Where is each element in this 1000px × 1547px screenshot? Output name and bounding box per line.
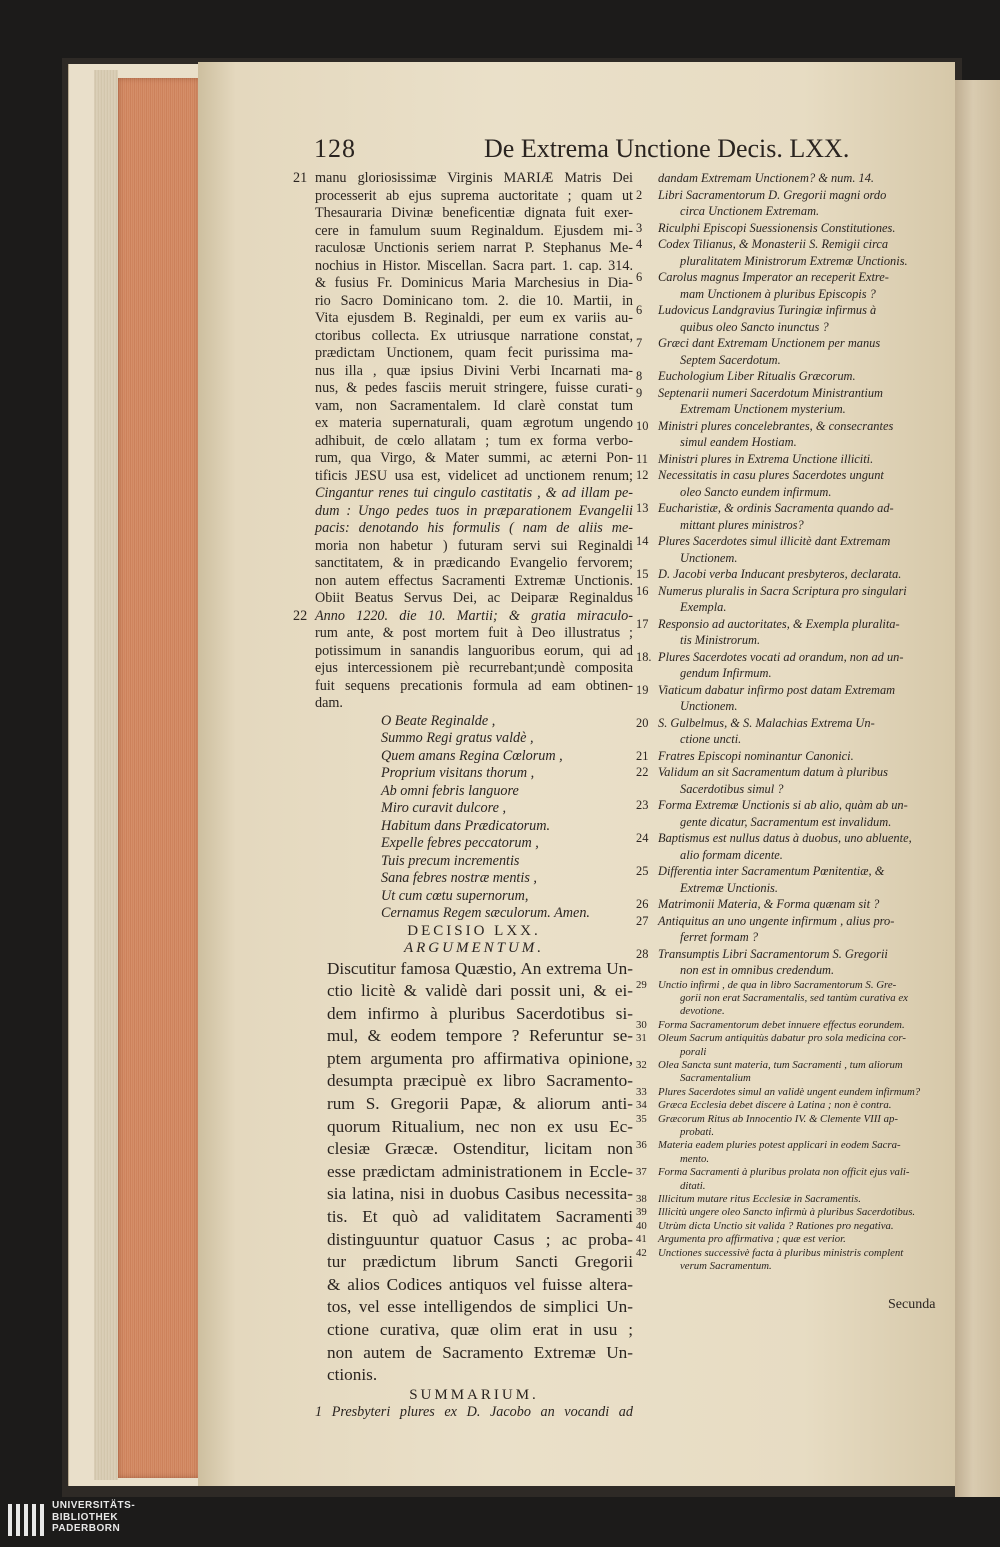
summary-item [638, 797, 938, 830]
item-text: Eucharistiæ, & ordinis Sacramenta quando ad- [658, 501, 894, 515]
summary-item [638, 368, 938, 385]
item-text: Validum an sit Sacramentum datum à pluribus [658, 765, 888, 779]
text-line: Vita ejusdem B. Reginaldi, per eum ex variis au- [315, 310, 633, 326]
text-line: adhibuit, de cœlo allatam ; tum ex forma verbo- [315, 432, 633, 449]
argument-line: tos, vel esse intelligendos de simplici Un- [327, 1297, 633, 1317]
marginal-number-row [293, 170, 633, 188]
item-text: S. Gulbelmus, & S. Malachias Extrema Un- [658, 715, 875, 730]
summary-item [638, 1032, 938, 1059]
item-text: Unctiones successivè facta à pluribus ministris complent [658, 1246, 904, 1259]
summary-item [638, 616, 938, 649]
item-number: 35 [636, 1112, 647, 1125]
text-line: Obiit Beatus Servus Dei, ac Deiparæ Reginaldus [315, 590, 633, 606]
item-text: Ministri plures in Extrema Unctione illiciti. [658, 451, 874, 466]
item-text: Sacerdotibus simul ? [680, 781, 784, 796]
item-text: Extremam Unctionem mysterium. [680, 402, 846, 416]
text-line: vam, non Sacramentalem. Id clarè constat tum [315, 397, 633, 414]
footer-bar [0, 1497, 1000, 1547]
text-line: ctoribus collecta. Ex utriusque narratione constat, [315, 327, 633, 344]
text-line: nus, & pedes fasciis meruit stringere, fuisse curati- [315, 380, 633, 396]
item-text: dandam Extremam Unctionem? & num. 14. [658, 171, 875, 185]
item-text: Oleum Sacrum antiquitùs dabatur pro sola medicina cor- [658, 1032, 906, 1045]
item-text: gorii non erat Sacramentalis, sed tantùm curativa ex [680, 991, 908, 1004]
library-line-1: UNIVERSITÄTS- [52, 1500, 136, 1511]
item-number: 4 [636, 237, 643, 251]
text-line: non autem effectus Sacramenti Extremæ Unctionis. [315, 572, 633, 589]
item-number: 32 [636, 1058, 647, 1071]
item-number: 21 [636, 748, 649, 763]
item-text: Forma Extremæ Unctionis si ab alio, quàm ab un- [658, 798, 908, 812]
poem-line: Ut cum cœtu supernorum, [381, 887, 529, 904]
item-number: 30 [636, 1018, 647, 1031]
item-text: Plures Sacerdotes simul an validè ungent eundem infirmum? [658, 1085, 921, 1098]
item-text: Euchologium Liber Ritualis Græcorum. [658, 369, 856, 383]
item-number: 12 [636, 468, 649, 482]
summary-item [638, 385, 938, 418]
marginal-number: 22 [293, 607, 308, 624]
item-text: probati. [680, 1125, 715, 1138]
summary-item [638, 1233, 938, 1246]
item-text: Libri Sacramentorum D. Gregorii magni ordo [658, 187, 887, 202]
item-text: Septenarii numeri Sacerdotum Ministrantium [658, 385, 883, 400]
summary-list-small [638, 979, 938, 1274]
summary-item [638, 1139, 938, 1166]
summarium-heading: SUMMARIUM. [409, 1386, 539, 1403]
text-line: dum : Ungo pedes tuos in præparationem Evangelii [315, 502, 633, 519]
catchword: Secunda [888, 1297, 936, 1312]
item-text: Fratres Episcopi nominantur Canonici. [658, 748, 854, 763]
argument-line: desumpta præcipuè ex libro Sacramento- [327, 1071, 633, 1091]
item-text: Differentia inter Sacramentum Pœnitentiæ, & [658, 864, 885, 878]
item-text: pluralitatem Ministrorum Extremæ Unctionis. [680, 253, 908, 268]
summary-item [638, 649, 938, 682]
item-text: ctione uncti. [680, 732, 742, 746]
item-number: 29 [636, 978, 647, 991]
item-text: Baptismus est nullus datus à duobus, uno abluente, [658, 831, 912, 845]
poem-line: Miro curavit dulcore , [381, 800, 507, 816]
page-number: 128 [314, 134, 356, 163]
poem-line: O Beate Reginalde , [381, 712, 496, 729]
summary-item [638, 170, 938, 187]
argument-line: tis. Et quò ad validitatem Sacramenti [327, 1207, 633, 1227]
argument-line: ctionis. [327, 1365, 378, 1385]
item-text: D. Jacobi verba Inducant presbyteros, declarata. [658, 567, 902, 581]
item-text: mento. [680, 1152, 710, 1165]
summary-item [638, 335, 938, 368]
summary-item [638, 830, 938, 863]
item-text: Unctionem. [680, 550, 738, 565]
item-text: Riculphi Episcopi Suessionensis Constitutiones. [658, 220, 896, 235]
text-line: fuit sequens precationis formula ad eam obtinen- [315, 677, 633, 694]
item-text: gendum Infirmum. [680, 666, 772, 680]
right-column [638, 170, 938, 1273]
item-text: Numerus pluralis in Sacra Scriptura pro singulari [658, 583, 907, 598]
poem-line: Habitum dans Prædicatorum. [381, 817, 551, 834]
poem-line: Summo Regi gratus valdè , [381, 730, 534, 746]
item-text: porali [680, 1045, 707, 1058]
item-text: Viaticum dabatur infirmo post datam Extremam [658, 682, 896, 697]
item-number: 3 [636, 220, 643, 235]
item-number: 41 [636, 1233, 647, 1246]
item-number: 37 [636, 1166, 647, 1179]
text-line: rum, qua Virgo, & Mater summi, ac æterni Pon- [315, 450, 633, 466]
text-line: potissimum in sanandis languoribus eorum, qui ad [315, 642, 633, 659]
body-text [293, 170, 633, 713]
item-text: ditati. [680, 1179, 706, 1192]
text-line: tificis JESU usa est, videlicet ad unctionem renum; [315, 467, 633, 484]
summary-item [638, 1099, 938, 1112]
summary-item [638, 946, 938, 979]
poem-line: Proprium visitans thorum , [381, 765, 535, 781]
item-text: Illicitù ungere oleo Sancto infirmù à pluribus Sacerdotibus. [658, 1206, 916, 1219]
item-number: 7 [636, 336, 643, 350]
item-number: 18. [636, 649, 652, 664]
text-line: ex materia supernaturali, quam ægrotum ungendo [315, 415, 633, 431]
item-text: Septem Sacerdotum. [680, 352, 781, 367]
item-number: 14 [636, 534, 649, 548]
summary-item [638, 1206, 938, 1219]
item-text: tis Ministrorum. [680, 633, 761, 647]
poem-line: Sana febres nostræ mentis , [381, 870, 537, 886]
item-text: Plures Sacerdotes vocati ad orandum, non ad un- [658, 649, 904, 664]
poem-line: Cernamus Regem sæculorum. Amen. [381, 905, 590, 921]
prayer-poem [315, 713, 633, 923]
library-logo-icon [6, 1500, 46, 1540]
argument-line: quorum Ritualium, nec non ex usu Ec- [327, 1116, 633, 1136]
item-number: 26 [636, 897, 649, 911]
item-text: Plures Sacerdotes simul illicitè dant Extremam [658, 534, 891, 548]
summary-list [638, 170, 938, 979]
argument-line: esse prædictam administrationem in Eccle- [327, 1161, 633, 1181]
item-text: Græci dant Extremam Unctionem per manus [658, 336, 881, 350]
argument-line: distinguuntur quatuor Casus ; ac proba- [327, 1229, 633, 1249]
item-text: alio formam dicente. [680, 847, 783, 862]
argument-line: dem infirmo à pluribus Sacerdotibus si- [327, 1003, 633, 1023]
argument-line: rum S. Gregorii Papæ, & aliorum anti- [327, 1094, 633, 1114]
summary-item-1: 1 Presbyteri plures ex D. Jacobo an vocandi ad [315, 1404, 633, 1421]
item-number: 39 [636, 1206, 647, 1219]
item-text: mam Unctionem à pluribus Episcopis ? [680, 286, 876, 301]
argument-line: mul, & eodem tempore ? Referuntur se- [327, 1026, 633, 1046]
summary-item [638, 302, 938, 335]
item-number: 31 [636, 1032, 647, 1045]
argument-line: clesiæ Græcæ. Ostenditur, licitam non [327, 1139, 633, 1159]
item-text: Illicitum mutare ritus Ecclesiæ in Sacramentis. [658, 1193, 861, 1205]
library-line-2: BIBLIOTHEK [52, 1511, 119, 1523]
item-number: 28 [636, 946, 649, 961]
argument-line: ctione curativa, quæ olim erat in usu ; [327, 1320, 633, 1339]
text-line: processerit ab ejus suprema auctoritate ; quam ut [315, 187, 633, 204]
summary-item [638, 748, 938, 765]
summary-item [638, 979, 938, 1019]
summary-item [638, 187, 938, 220]
item-number: 25 [636, 864, 649, 878]
item-text: Necessitatis in casu plures Sacerdotes ungunt [658, 468, 884, 482]
text-line: raculosæ Unctionis seriem narrat P. Stephanus Me- [315, 240, 633, 256]
item-number: 17 [636, 616, 649, 631]
decisio-heading: DECISIO LXX. [407, 922, 541, 939]
item-text: devotione. [680, 1005, 725, 1018]
summary-item [638, 500, 938, 533]
summary-item [638, 418, 938, 451]
item-text: Unctio infirmi , de qua in libro Sacramentorum S. Gre- [658, 978, 897, 991]
item-text: non est in omnibus credendum. [680, 963, 835, 977]
summary-item [638, 533, 938, 566]
item-text: Ministri plures concelebrantes, & consecrantes [658, 418, 894, 433]
summary-item [638, 1113, 938, 1140]
item-text: Carolus magnus Imperator an receperit Extre- [658, 270, 889, 284]
item-number: 23 [636, 798, 649, 812]
argument-line: ctio licitè & validè dari possit uni, & ei- [327, 981, 633, 1001]
argument-line: Discutitur famosa Quæstio, An extrema Un- [327, 958, 633, 978]
item-text: Codex Tilianus, & Monasterii S. Remigii circa [658, 237, 889, 251]
summary-item [638, 715, 938, 748]
text-line: Anno 1220. die 10. Martii; & gratia miraculo- [315, 607, 633, 624]
red-page-edges [118, 78, 200, 1478]
text-line: nochius in Histor. Miscellan. Sacra part. 1. cap. 314. [315, 257, 633, 274]
item-text: Græcorum Ritus ab Innocentio IV. & Clemente VIII ap- [658, 1112, 898, 1125]
item-text: mittant plures ministros? [680, 517, 804, 532]
argument-line: non autem de Sacramento Extremæ Un- [327, 1342, 633, 1362]
item-text: Unctionem. [680, 699, 738, 713]
item-text: quibus oleo Sancto inunctus ? [680, 319, 829, 334]
item-text: Græca Ecclesia debet discere à Latina ; non è contra. [658, 1099, 892, 1112]
item-number: 16 [636, 583, 649, 598]
item-text: Responsio ad auctoritates, & Exempla pluralita- [658, 616, 900, 631]
item-text: Materia eadem pluries potest applicari in eodem Sacra- [658, 1139, 901, 1152]
item-number: 40 [636, 1219, 647, 1232]
summary-item [638, 863, 938, 896]
poem-line: Quem amans Regina Cœlorum , [381, 747, 563, 764]
text-line: rum ante, & post mortem fuit à Deo illustratus ; [315, 625, 633, 641]
poem-line: Expelle febres peccatorum , [381, 835, 539, 851]
item-text: Antiquitus an uno ungente infirmum , alius pro- [658, 913, 895, 928]
item-text: verum Sacramentum. [680, 1260, 772, 1273]
item-number: 10 [636, 418, 649, 433]
item-text: circa Unctionem Extremam. [680, 204, 820, 218]
summary-item [638, 269, 938, 302]
library-line-3: PADERBORN [52, 1523, 121, 1534]
item-text: Transumptis Libri Sacramentorum S. Gregorii [658, 946, 888, 961]
item-text: ferret formam ? [680, 930, 759, 944]
text-line: Cingantur renes tui cingulo castitatis , & ad illam pe- [315, 485, 633, 501]
item-number: 27 [636, 913, 649, 928]
summary-item [638, 451, 938, 468]
item-number: 13 [636, 501, 649, 515]
summary-item [638, 764, 938, 797]
summary-item [638, 1220, 938, 1233]
item-number: 38 [636, 1193, 647, 1205]
item-number: 42 [636, 1246, 647, 1259]
summary-item [638, 1019, 938, 1032]
summary-item [638, 583, 938, 616]
text-line: & fusius Fr. Dominicus Maria Marchesius in Dia- [315, 275, 633, 291]
item-number: 6 [636, 270, 643, 284]
item-number: 22 [636, 765, 649, 779]
argument-text [327, 958, 633, 1387]
argument-line: sia latina, nisi in duobus Casibus necessita- [327, 1184, 633, 1204]
library-name [52, 1500, 135, 1535]
summary-item [638, 1059, 938, 1086]
summary-item [638, 682, 938, 715]
page-stack-left [94, 70, 118, 1480]
argument-line: ptem argumenta pro affirmativa opinione, [327, 1048, 633, 1068]
item-text: Sacramentalium [680, 1072, 751, 1085]
item-number: 20 [636, 715, 649, 730]
summary-item [638, 913, 938, 946]
summary-item [638, 1247, 938, 1274]
item-text: Matrimonii Materia, & Forma quænam sit ? [658, 897, 880, 911]
page-title: De Extrema Unctione Decis. LXX. [484, 134, 850, 163]
poem-line: Tuis precum incrementis [381, 852, 520, 869]
item-text: simul eandem Hostiam. [680, 435, 797, 449]
summary-item [638, 236, 938, 269]
argument-line: & alios Codices antiquos vel fuisse altera- [327, 1274, 633, 1294]
item-number: 8 [636, 369, 643, 383]
item-number: 34 [636, 1099, 647, 1112]
summary-item [638, 566, 938, 583]
item-text: Forma Sacramentorum debet innuere effectus eorundem. [658, 1018, 905, 1031]
text-line: dam. [315, 695, 343, 711]
text-line: manu gloriosissimæ Virginis MARIÆ Matris Dei [315, 170, 633, 186]
item-text: Extremæ Unctionis. [680, 880, 778, 895]
text-line: moria non habetur ) futuram servi sui Reginaldi [315, 537, 633, 554]
summary-item [638, 896, 938, 913]
item-text: gente dicatur, Sacramentum est invalidum. [680, 814, 892, 829]
item-number: 33 [636, 1085, 647, 1098]
item-text: Olea Sancta sunt materia, tum Sacramenti , tum aliorum [658, 1058, 903, 1071]
item-number: 6 [636, 303, 643, 317]
text-line: prædictam Unctionem, quam fecit purissima ma- [315, 345, 633, 361]
text-line: ejus intercessionem piè recurrebant;undè composita [315, 660, 633, 676]
summary-item [638, 1086, 938, 1099]
text-line: nus illa , quæ ipsius Divini Verbi Incarnati ma- [315, 362, 633, 379]
text-line: sanctitatem, & in prædicando Evangelio fervorem; [315, 555, 633, 571]
summary-item [638, 1166, 938, 1193]
poem-line: Ab omni febris languore [381, 782, 519, 799]
summary-item [638, 220, 938, 237]
next-page-edge [955, 80, 1000, 1500]
item-number: 15 [636, 567, 649, 581]
item-number: 19 [636, 682, 649, 697]
summary-item [638, 467, 938, 500]
text-line: cere in famulum suum Reginaldum. Ejusdem mi- [315, 222, 633, 239]
text-line: pacis: denotando his formulis ( nam de aliis me- [315, 520, 633, 536]
item-text: Exempla. [680, 600, 727, 614]
argumentum-heading: ARGUMENTUM. [403, 940, 545, 956]
item-text: oleo Sancto eundem infirmum. [680, 484, 832, 499]
item-text: Forma Sacramenti à pluribus prolata non officit ejus vali- [658, 1166, 910, 1179]
summary-item [638, 1193, 938, 1206]
text-line: Thesauraria Divinæ beneficentiæ dignata fuit exer- [315, 205, 633, 221]
marginal-number: 21 [293, 170, 308, 186]
item-number: 24 [636, 831, 649, 845]
marginal-number-row [293, 607, 633, 626]
item-number: 36 [636, 1139, 647, 1152]
item-text: Ludovicus Landgravius Turingiæ infirmus à [658, 303, 877, 317]
item-text: Argumenta pro affirmativa ; quæ est verior. [658, 1233, 846, 1246]
text-line: rio Sacro Dominicano tom. 2. die 10. Martii, in [315, 292, 633, 309]
left-column [293, 170, 633, 1422]
item-number: 2 [636, 187, 643, 202]
item-number: 11 [636, 451, 648, 466]
running-header [314, 134, 850, 168]
item-text: Utrùm dicta Unctio sit valida ? Rationes pro negativa. [658, 1219, 894, 1232]
argument-line: tur prædictum librum Sancti Gregorii [327, 1252, 633, 1272]
item-number: 9 [636, 385, 643, 400]
